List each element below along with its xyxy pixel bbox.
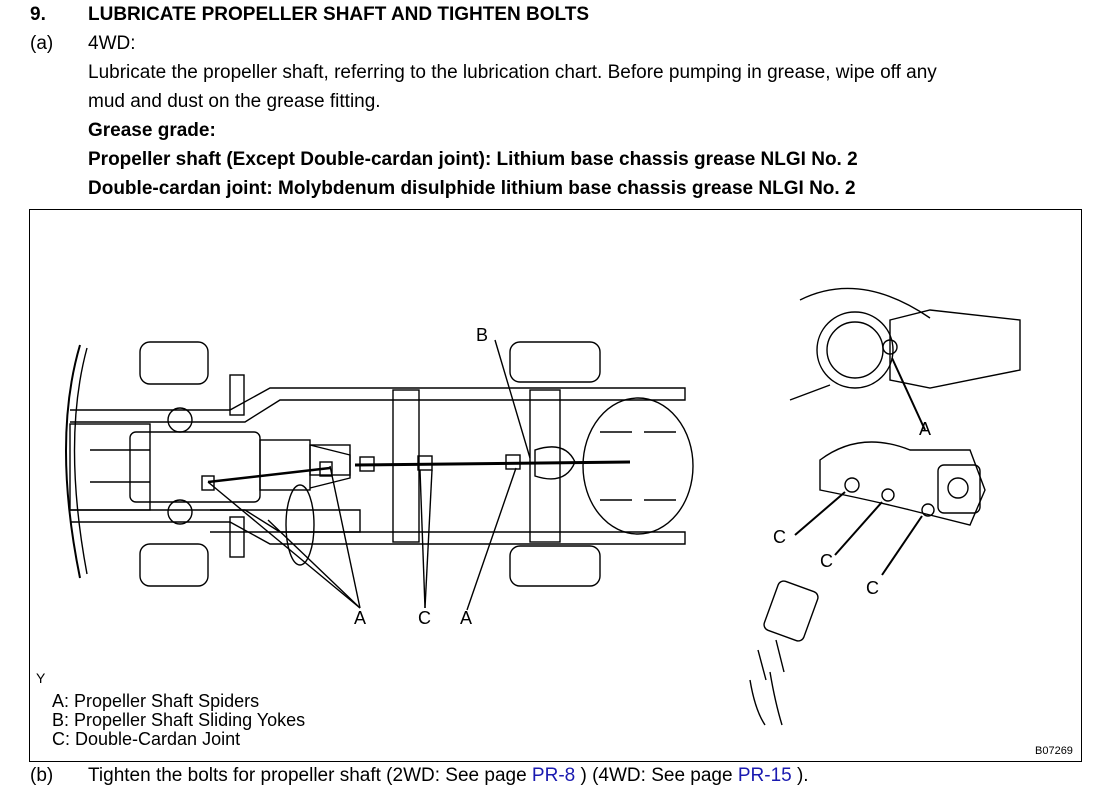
sub-b-label: (b) (30, 765, 54, 786)
callout-a-detail: A (919, 419, 932, 439)
sub-a-label: (a) (30, 33, 54, 54)
grease-grade-label: Grease grade: (88, 120, 216, 141)
rear-right-wheel (510, 546, 600, 586)
sub-b-text-3: ). (791, 765, 809, 786)
grease-spec-1: Propeller shaft (Except Double-cardan joint): Lithium base chassis grease NLGI No. 2 (88, 149, 858, 170)
link-pr-8[interactable]: PR-8 (531, 765, 576, 786)
rear-left-wheel (510, 342, 600, 382)
callout-a-left: A (354, 608, 367, 628)
sub-b-text-2: ) (4WD: See page (575, 765, 738, 786)
legend-b: B: Propeller Shaft Sliding Yokes (52, 710, 306, 730)
callout-b: B (476, 325, 489, 345)
legend-c: C: Double-Cardan Joint (52, 729, 241, 749)
sub-a-line2: mud and dust on the grease fitting. (88, 91, 381, 112)
front-left-wheel (140, 342, 208, 384)
chassis-diagram (30, 210, 1083, 763)
callout-c-detail-2: C (820, 551, 833, 571)
sub-a-heading: 4WD: (88, 33, 136, 54)
legend-a: A: Propeller Shaft Spiders (52, 691, 260, 711)
callout-c-detail-3: C (866, 578, 879, 598)
step-number: 9. (30, 4, 46, 25)
sub-b-text (88, 765, 809, 787)
sub-a-line1: Lubricate the propeller shaft, referring to the lubrication chart. Before pumping in grease, wipe off any (88, 62, 937, 83)
callout-a-center: A (460, 608, 473, 628)
grease-spec-2: Double-cardan joint: Molybdenum disulphide lithium base chassis grease NLGI No. 2 (88, 178, 856, 199)
link-pr-15[interactable]: PR-15 (737, 765, 792, 786)
step-title: LUBRICATE PROPELLER SHAFT AND TIGHTEN BOLTS (88, 4, 590, 25)
sub-b-text-1: Tighten the bolts for propeller shaft (2WD: See page (88, 765, 532, 786)
figure-code: B07269 (1035, 745, 1073, 757)
front-right-wheel (140, 544, 208, 586)
callout-c-center: C (418, 608, 431, 628)
lubrication-figure (29, 209, 1082, 762)
y-mark: Y (36, 670, 46, 686)
callout-c-detail-1: C (773, 527, 786, 547)
